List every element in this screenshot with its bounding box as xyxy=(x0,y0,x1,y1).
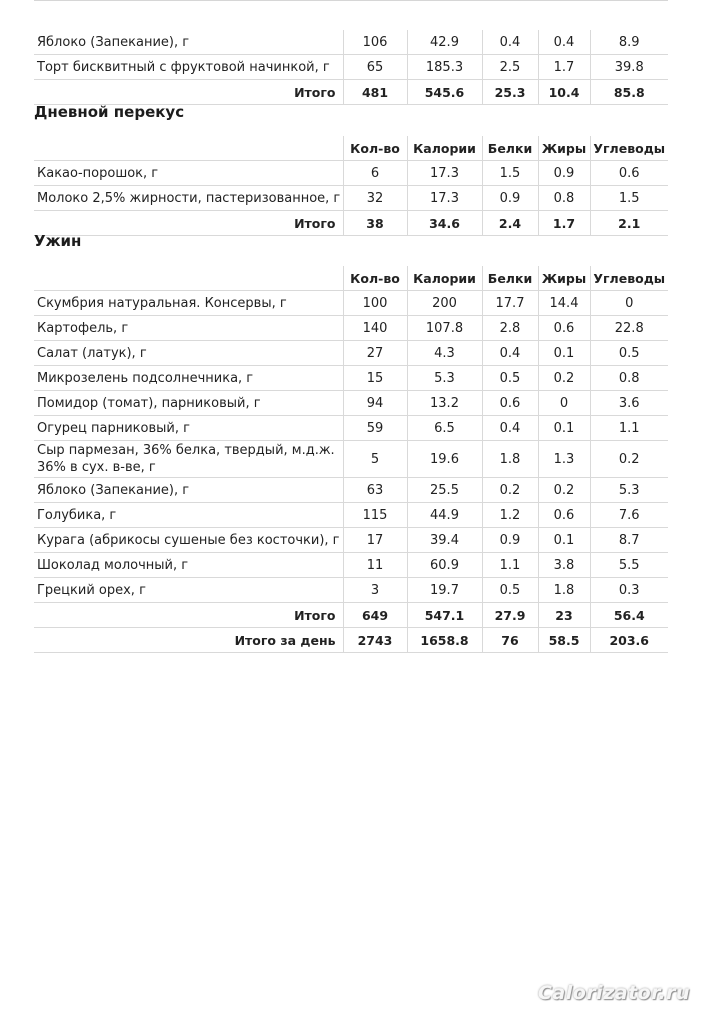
day-total-carbs: 203.6 xyxy=(590,628,668,653)
calories-cell: 4.3 xyxy=(407,341,482,366)
header-qty: Кол-во xyxy=(343,266,407,291)
food-name: Какао-порошок, г xyxy=(34,161,343,186)
table-row xyxy=(34,553,668,578)
header-carbs: Углеводы xyxy=(590,266,668,291)
total-qty: 649 xyxy=(343,603,407,628)
qty-cell: 59 xyxy=(343,416,407,441)
qty-cell: 63 xyxy=(343,478,407,503)
calories-cell: 185.3 xyxy=(407,55,482,80)
food-name: Торт бисквитный с фруктовой начинкой, г xyxy=(34,55,343,80)
protein-cell: 0.5 xyxy=(482,578,538,603)
table-row xyxy=(34,291,668,316)
fat-cell: 1.8 xyxy=(538,578,590,603)
carbs-cell: 0.8 xyxy=(590,366,668,391)
protein-cell: 0.4 xyxy=(482,30,538,55)
food-name: Яблоко (Запекание), г xyxy=(34,478,343,503)
carbs-cell: 0.2 xyxy=(590,441,668,478)
calories-cell: 19.6 xyxy=(407,441,482,478)
protein-cell: 1.2 xyxy=(482,503,538,528)
dinner-table xyxy=(34,266,668,653)
carbs-cell: 22.8 xyxy=(590,316,668,341)
protein-cell: 0.2 xyxy=(482,478,538,503)
total-carbs: 85.8 xyxy=(590,80,668,105)
header-blank xyxy=(34,266,343,291)
fat-cell: 0.1 xyxy=(538,528,590,553)
fat-cell: 0.6 xyxy=(538,503,590,528)
qty-cell: 5 xyxy=(343,441,407,478)
table-row xyxy=(34,55,668,80)
carbs-cell: 7.6 xyxy=(590,503,668,528)
table-header xyxy=(34,266,668,291)
protein-cell: 1.8 xyxy=(482,441,538,478)
table-header xyxy=(34,136,668,161)
fat-cell: 0 xyxy=(538,391,590,416)
total-row xyxy=(34,603,668,628)
total-protein: 25.3 xyxy=(482,80,538,105)
total-fat: 10.4 xyxy=(538,80,590,105)
protein-cell: 0.9 xyxy=(482,186,538,211)
food-name: Помидор (томат), парниковый, г xyxy=(34,391,343,416)
qty-cell: 6 xyxy=(343,161,407,186)
carbs-cell: 0.5 xyxy=(590,341,668,366)
table-row xyxy=(34,478,668,503)
total-carbs: 2.1 xyxy=(590,211,668,236)
previous-meal-table xyxy=(34,30,668,105)
qty-cell: 140 xyxy=(343,316,407,341)
calories-cell: 39.4 xyxy=(407,528,482,553)
carbs-cell: 8.9 xyxy=(590,30,668,55)
qty-cell: 115 xyxy=(343,503,407,528)
protein-cell: 1.5 xyxy=(482,161,538,186)
total-calories: 545.6 xyxy=(407,80,482,105)
fat-cell: 0.9 xyxy=(538,161,590,186)
fat-cell: 0.2 xyxy=(538,478,590,503)
food-name: Скумбрия натуральная. Консервы, г xyxy=(34,291,343,316)
day-total-label: Итого за день xyxy=(34,628,343,653)
header-calories: Калории xyxy=(407,266,482,291)
total-qty: 481 xyxy=(343,80,407,105)
carbs-cell: 5.3 xyxy=(590,478,668,503)
fat-cell: 0.2 xyxy=(538,366,590,391)
protein-cell: 0.4 xyxy=(482,341,538,366)
total-carbs: 56.4 xyxy=(590,603,668,628)
table-row xyxy=(34,441,668,478)
qty-cell: 94 xyxy=(343,391,407,416)
table-row xyxy=(34,30,668,55)
total-row xyxy=(34,80,668,105)
food-name: Микрозелень подсолнечника, г xyxy=(34,366,343,391)
qty-cell: 65 xyxy=(343,55,407,80)
qty-cell: 3 xyxy=(343,578,407,603)
fat-cell: 0.8 xyxy=(538,186,590,211)
food-name: Шоколад молочный, г xyxy=(34,553,343,578)
watermark: Calorizator.ru xyxy=(537,982,690,1004)
qty-cell: 17 xyxy=(343,528,407,553)
table-row xyxy=(34,316,668,341)
day-total-qty: 2743 xyxy=(343,628,407,653)
carbs-cell: 0.3 xyxy=(590,578,668,603)
food-name: Огурец парниковый, г xyxy=(34,416,343,441)
total-fat: 1.7 xyxy=(538,211,590,236)
qty-cell: 27 xyxy=(343,341,407,366)
snack-table xyxy=(34,136,668,236)
header-blank xyxy=(34,136,343,161)
total-protein: 2.4 xyxy=(482,211,538,236)
header-fat: Жиры xyxy=(538,136,590,161)
carbs-cell: 1.1 xyxy=(590,416,668,441)
table-row xyxy=(34,186,668,211)
food-name: Сыр пармезан, 36% белка, твердый, м.д.ж. 36% в сух. в-ве, г xyxy=(34,441,343,478)
calories-cell: 107.8 xyxy=(407,316,482,341)
calories-cell: 200 xyxy=(407,291,482,316)
fat-cell: 0.1 xyxy=(538,341,590,366)
fat-cell: 1.7 xyxy=(538,55,590,80)
table-row xyxy=(34,366,668,391)
carbs-cell: 3.6 xyxy=(590,391,668,416)
total-calories: 34.6 xyxy=(407,211,482,236)
protein-cell: 0.4 xyxy=(482,416,538,441)
protein-cell: 0.5 xyxy=(482,366,538,391)
fat-cell: 0.6 xyxy=(538,316,590,341)
day-total-row xyxy=(34,628,668,653)
day-total-calories: 1658.8 xyxy=(407,628,482,653)
calories-cell: 6.5 xyxy=(407,416,482,441)
table-row xyxy=(34,528,668,553)
qty-cell: 100 xyxy=(343,291,407,316)
fat-cell: 0.1 xyxy=(538,416,590,441)
total-label: Итого xyxy=(34,211,343,236)
table-row xyxy=(34,503,668,528)
calories-cell: 42.9 xyxy=(407,30,482,55)
calories-cell: 25.5 xyxy=(407,478,482,503)
carbs-cell: 8.7 xyxy=(590,528,668,553)
protein-cell: 17.7 xyxy=(482,291,538,316)
total-row xyxy=(34,211,668,236)
table-row xyxy=(34,391,668,416)
fat-cell: 0.4 xyxy=(538,30,590,55)
food-name: Голубика, г xyxy=(34,503,343,528)
fat-cell: 3.8 xyxy=(538,553,590,578)
calories-cell: 13.2 xyxy=(407,391,482,416)
table-row xyxy=(34,161,668,186)
food-name: Картофель, г xyxy=(34,316,343,341)
header-qty: Кол-во xyxy=(343,136,407,161)
calories-cell: 44.9 xyxy=(407,503,482,528)
day-total-protein: 76 xyxy=(482,628,538,653)
total-fat: 23 xyxy=(538,603,590,628)
calories-cell: 19.7 xyxy=(407,578,482,603)
calories-cell: 60.9 xyxy=(407,553,482,578)
calories-cell: 17.3 xyxy=(407,161,482,186)
day-total-fat: 58.5 xyxy=(538,628,590,653)
food-name: Курага (абрикосы сушеные без косточки), г xyxy=(34,528,343,553)
total-label: Итого xyxy=(34,603,343,628)
food-name: Грецкий орех, г xyxy=(34,578,343,603)
total-qty: 38 xyxy=(343,211,407,236)
protein-cell: 2.8 xyxy=(482,316,538,341)
total-calories: 547.1 xyxy=(407,603,482,628)
protein-cell: 2.5 xyxy=(482,55,538,80)
section-title-dinner: Ужин xyxy=(34,232,82,250)
food-name: Салат (латук), г xyxy=(34,341,343,366)
carbs-cell: 5.5 xyxy=(590,553,668,578)
qty-cell: 15 xyxy=(343,366,407,391)
carbs-cell: 0 xyxy=(590,291,668,316)
carbs-cell: 0.6 xyxy=(590,161,668,186)
carbs-cell: 1.5 xyxy=(590,186,668,211)
protein-cell: 0.6 xyxy=(482,391,538,416)
top-border xyxy=(34,0,668,5)
fat-cell: 1.3 xyxy=(538,441,590,478)
table-row xyxy=(34,416,668,441)
table-row xyxy=(34,341,668,366)
header-calories: Калории xyxy=(407,136,482,161)
carbs-cell: 39.8 xyxy=(590,55,668,80)
qty-cell: 32 xyxy=(343,186,407,211)
total-protein: 27.9 xyxy=(482,603,538,628)
calories-cell: 17.3 xyxy=(407,186,482,211)
food-name: Молоко 2,5% жирности, пастеризованное, г xyxy=(34,186,343,211)
header-fat: Жиры xyxy=(538,266,590,291)
header-protein: Белки xyxy=(482,266,538,291)
protein-cell: 0.9 xyxy=(482,528,538,553)
calories-cell: 5.3 xyxy=(407,366,482,391)
protein-cell: 1.1 xyxy=(482,553,538,578)
table-row xyxy=(34,578,668,603)
section-title-snack: Дневной перекус xyxy=(34,103,185,121)
food-name: Яблоко (Запекание), г xyxy=(34,30,343,55)
header-carbs: Углеводы xyxy=(590,136,668,161)
header-protein: Белки xyxy=(482,136,538,161)
fat-cell: 14.4 xyxy=(538,291,590,316)
total-label: Итого xyxy=(34,80,343,105)
qty-cell: 11 xyxy=(343,553,407,578)
qty-cell: 106 xyxy=(343,30,407,55)
